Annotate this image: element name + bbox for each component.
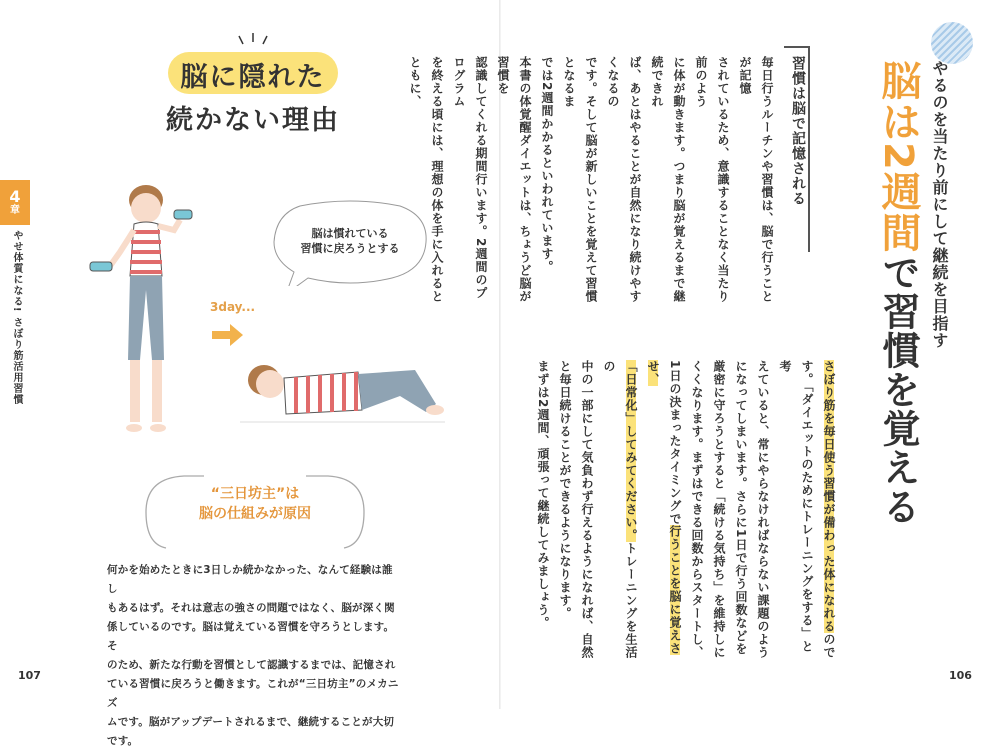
main-title <box>870 60 927 526</box>
body-line: くくなります。まずはできる回数からスタートし、 <box>690 360 704 659</box>
main-title-rest: で習慣を覚える <box>876 252 920 526</box>
page-title-line1: 脳に隠れた <box>180 62 326 93</box>
body-line: 厳密に守ろうとすると「続ける気持ち」を維持しに <box>712 360 726 659</box>
speech-bubble-line: 脳は慣れている <box>311 227 389 240</box>
page-number-left: 107 <box>18 669 41 682</box>
body-line: です。そして脳が新しいことを覚えて習慣となるま <box>562 56 598 303</box>
body-line: 認識してくれる期間行います。2週間のプログラム <box>452 56 488 300</box>
body-line: に体が動きます。つまり脳が覚えるまで継続できれ <box>650 56 686 303</box>
arrow-label: 3day... <box>210 300 256 314</box>
body-line: されているため、意識することなく当たり前のよう <box>694 56 730 303</box>
circle-decoration-icon <box>931 22 973 64</box>
heading-rule-cap <box>784 46 810 48</box>
highlight-text: さぼり筋を毎日使う習慣が備わった体になれる <box>822 360 836 633</box>
highlight-text: 行うことを脳に覚えさせ、 <box>646 360 682 656</box>
body-line: 1日の決まったタイミングで行うことを脳に覚えさせ、 <box>646 360 682 656</box>
body-line: 「日常化」してみてください。トレーニングを生活の <box>602 360 638 659</box>
body-line: と毎日続けることができるようになります。 <box>558 360 572 620</box>
body-line: になってしまいます。さらに1日で行う回数などを <box>734 360 748 656</box>
page-title-line2: 続かない理由 <box>166 105 340 136</box>
subheading-line: “三日坊主”は <box>210 486 300 502</box>
body-line: さぼり筋を毎日使う習慣が備わった体になれるので <box>822 360 836 659</box>
body-line: 毎日行うルーチンや習慣は、脳で行うことが記憶 <box>738 56 774 303</box>
body-line: を終える頃には、理想の体を手に入れるとともに、 <box>408 56 444 303</box>
page-number-right: 106 <box>949 669 972 682</box>
body-line: では2週間かかるといわれています。 <box>540 56 554 274</box>
highlight-text: 「日常化」してみてください。 <box>624 360 638 542</box>
body-line: 本書の体覚醒ダイエットは、ちょうど脳が習慣を <box>496 56 532 303</box>
body-text-right-upper <box>408 56 778 311</box>
body-line: もあるはず。それは意志の強さの問題ではなく、脳が深く関 <box>107 602 395 614</box>
body-line: ている習慣に戻ろうと働きます。これが“三日坊主”のメカニズ <box>107 678 399 709</box>
body-line: ば、あとはやることが自然になり続けやすくなるの <box>606 56 642 303</box>
subheading-line: 脳の仕組みが原因 <box>199 506 311 522</box>
body-line: す。「ダイエットのためにトレーニングをする」と考 <box>778 360 814 653</box>
supertitle: やるのを当たり前にして継続を目指す <box>930 60 949 349</box>
chapter-unit: 章 <box>10 205 20 216</box>
speech-bubble-line: 習慣に戻ろうとする <box>300 242 400 255</box>
main-title-accent: 脳は2週間 <box>875 60 921 253</box>
body-line: 中の一部にして気負わず行えるようになれば、自然 <box>580 360 594 659</box>
chapter-number: 4 <box>9 187 21 206</box>
chapter-side-text: やせ体質になる! さぼり筋活用習慣 <box>11 230 22 406</box>
body-line: 係しているのです。脳は覚えている習慣を守ろうとします。そ <box>107 621 395 652</box>
body-text-right-lower <box>536 360 840 660</box>
heading-rule <box>808 46 810 252</box>
body-line: のため、新たな行動を習慣として認識するまでは、記憶され <box>107 659 396 671</box>
body-line: まずは2週間、頑張って継続してみましょう。 <box>536 360 550 630</box>
section-heading: 習慣は脳で記憶される <box>790 56 806 206</box>
body-line: ムです。脳がアップデートされるまで、継続することが大切です。 <box>107 716 395 747</box>
body-line: 何かを始めたときに3日しか続かなかった、なんて経験は誰し <box>107 564 393 595</box>
body-line: えていると、常にやらなければならない課題のよう <box>756 360 770 659</box>
